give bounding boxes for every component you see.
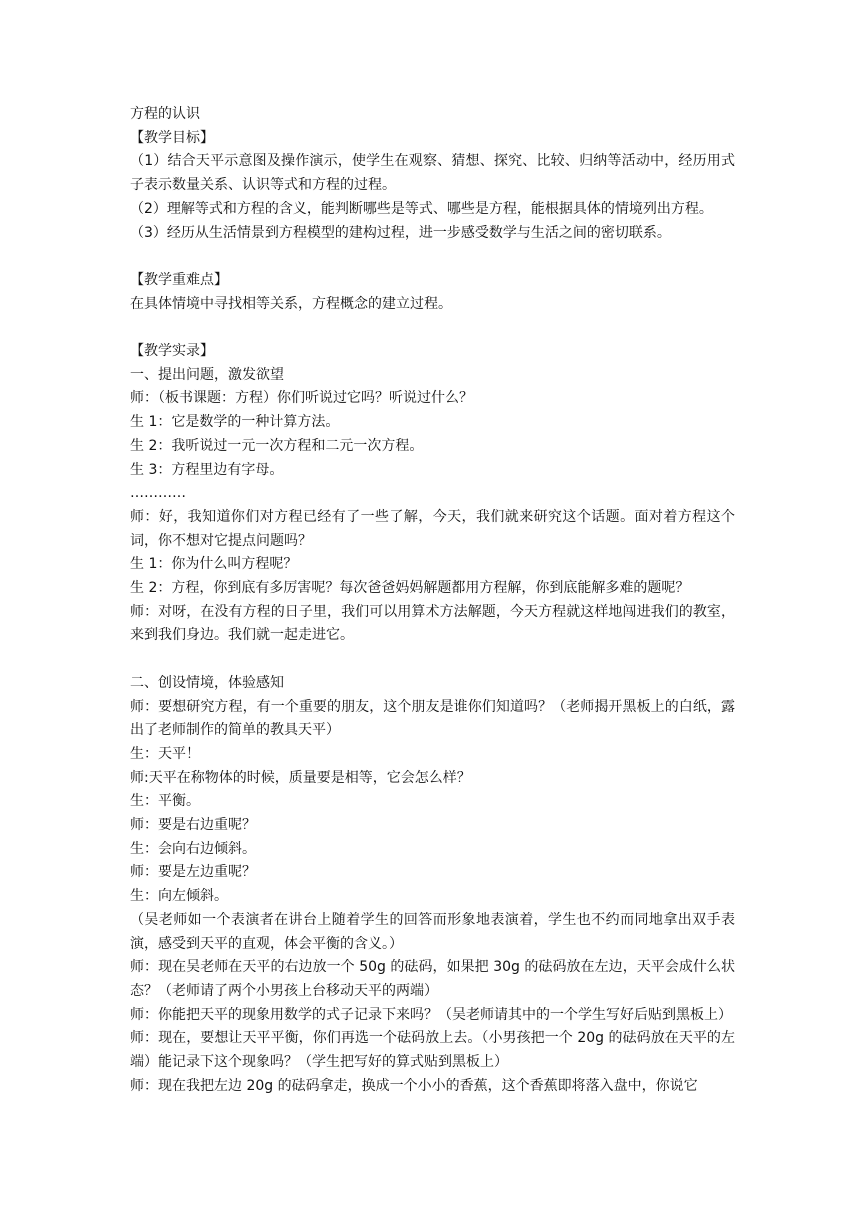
dialogue-line: 生 2：我听说过一元一次方程和二元一次方程。 xyxy=(130,437,424,454)
dialogue-line: 师:天平在称物体的时候，质量要是相等，它会怎么样？ xyxy=(130,769,471,786)
dialogue-line: 师：现在，要想让天平平衡，你们再选一个砝码放上去。（小男孩把一个 20g 的砝码放在天平的左端）能记录下这个现象吗？（学生把写好的算式贴到黑板上） xyxy=(130,1030,735,1071)
section-heading-key-points: 【教学重难点】 xyxy=(130,271,228,288)
dialogue-line: 师：要是右边重呢？ xyxy=(130,817,256,834)
dialogue-line: 生 2：方程，你到底有多厉害呢？每次爸爸妈妈解题都用方程解，你到底能解多难的题呢？ xyxy=(130,580,690,597)
document-title: 方程的认识 xyxy=(130,106,200,122)
document-page xyxy=(130,103,735,1098)
objective-2: （2）理解等式和方程的含义，能判断哪些是等式、哪些是方程，能根据具体的情境列出方程。 xyxy=(130,200,713,217)
dialogue-line: 师：要是左边重呢？ xyxy=(130,864,256,881)
section-heading-objectives: 【教学目标】 xyxy=(130,129,214,146)
dialogue-line: 生 3：方程里边有字母。 xyxy=(130,461,284,478)
blank-line xyxy=(130,245,735,269)
blank-line xyxy=(130,648,735,672)
subsection-heading-2: 二、创设情境，体验感知 xyxy=(130,674,284,691)
ellipsis-line: ………… xyxy=(130,485,186,502)
dialogue-line: 师：现在我把左边 20g 的砝码拿走，换成一个小小的香蕉，这个香蕉即将落入盘中，你说它 xyxy=(130,1077,698,1094)
dialogue-line: 师：（板书课题：方程）你们听说过它吗？听说过什么？ xyxy=(130,390,473,407)
dialogue-line: 生 1：它是数学的一种计算方法。 xyxy=(130,414,340,431)
dialogue-line: 师：好，我知道你们对方程已经有了一些了解，今天，我们就来研究这个话题。面对着方程这个词，你不想对它提点问题吗？ xyxy=(130,508,735,549)
section-heading-record: 【教学实录】 xyxy=(130,343,214,359)
blank-line xyxy=(130,316,735,340)
dialogue-line: 师：对呀，在没有方程的日子里，我们可以用算术方法解题，今天方程就这样地闯进我们的教室，来到我们身边。我们就一起走进它。 xyxy=(130,603,735,644)
dialogue-line: 生：向左倾斜。 xyxy=(130,888,228,905)
subsection-heading-1: 一、提出问题，激发欲望 xyxy=(130,366,284,383)
dialogue-line: 师：现在吴老师在天平的右边放一个 50g 的砝码，如果把 30g 的砝码放在左边，天平会成什么状态？（老师请了两个小男孩上台移动天平的两端） xyxy=(130,959,735,999)
dialogue-line: 生：天平！ xyxy=(130,745,200,762)
key-points-text: 在具体情境中寻找相等关系，方程概念的建立过程。 xyxy=(130,295,452,312)
objective-1: （1）结合天平示意图及操作演示，使学生在观察、猜想、探究、比较、归纳等活动中，经历用式子表示数量关系、认识等式和方程的过程。 xyxy=(130,153,735,194)
dialogue-line: 生 1：你为什么叫方程呢？ xyxy=(130,556,298,573)
dialogue-line: 师：你能把天平的现象用数学的式子记录下来吗？（吴老师请其中的一个学生写好后贴到黑板上） xyxy=(130,1006,732,1023)
dialogue-line: 生：会向右边倾斜。 xyxy=(130,840,256,857)
dialogue-line: 师：要想研究方程，有一个重要的朋友，这个朋友是谁你们知道吗？（老师揭开黑板上的白纸，露出了老师制作的简单的教具天平） xyxy=(130,698,735,739)
objective-3: （3）经历从生活情景到方程模型的建构过程，进一步感受数学与生活之间的密切联系。 xyxy=(130,224,671,241)
dialogue-line: 生：平衡。 xyxy=(130,793,200,810)
stage-direction: （吴老师如一个表演者在讲台上随着学生的回答而形象地表演着，学生也不约而同地拿出双手表演，感受到天平的直观，体会平衡的含义。） xyxy=(130,911,735,952)
